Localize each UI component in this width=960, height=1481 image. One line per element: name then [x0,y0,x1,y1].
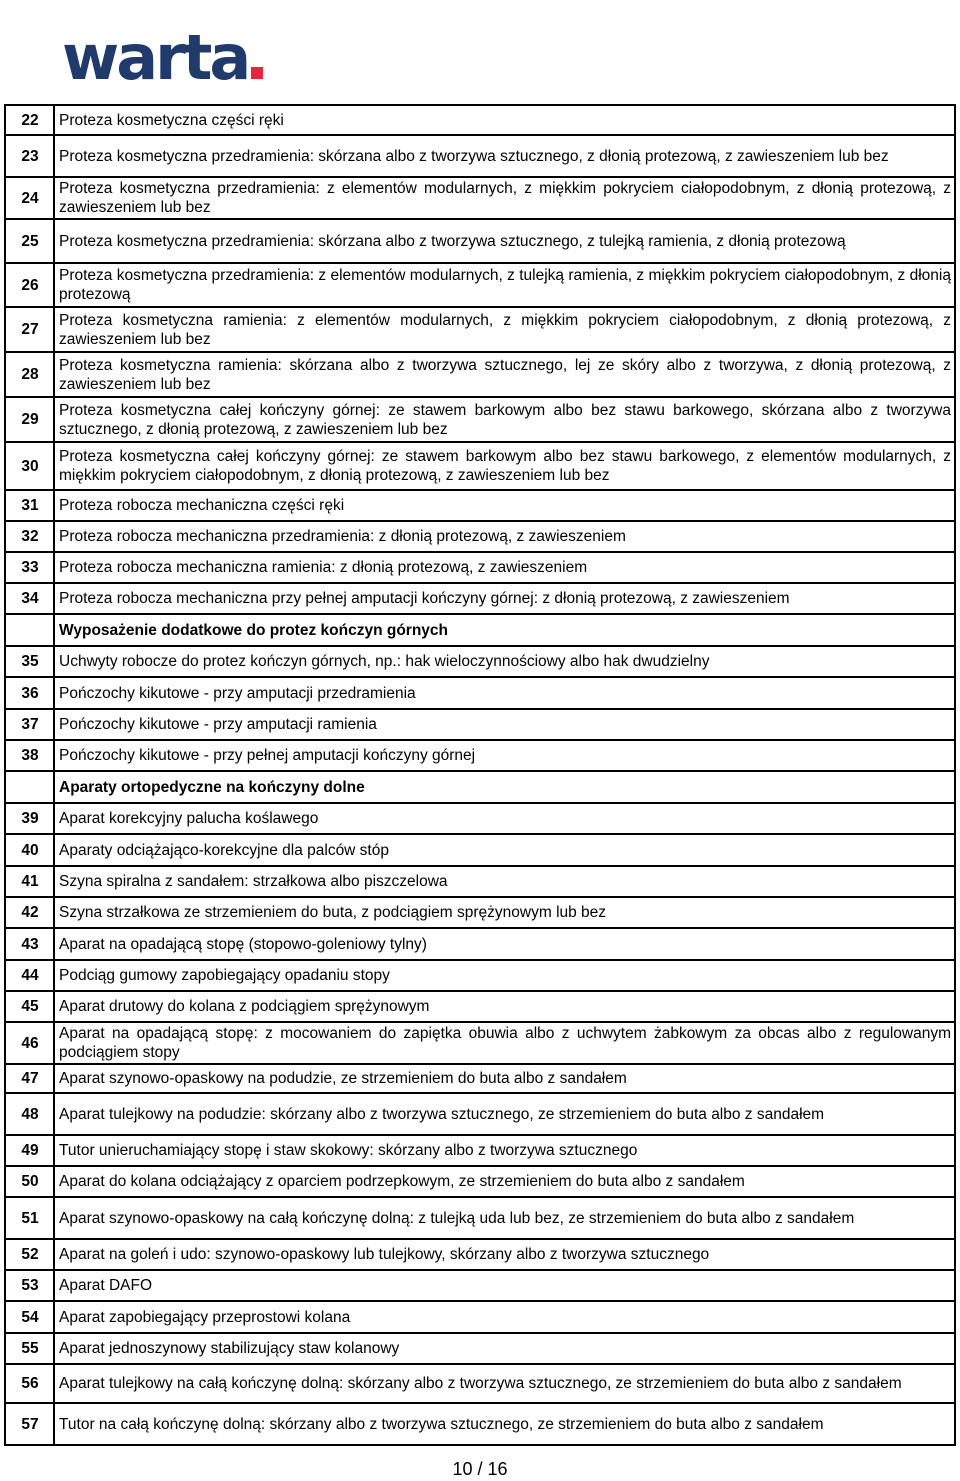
table-row [5,803,955,834]
table-row [5,135,955,177]
item-description: Pończochy kikutowe - przy amputacji przedramienia [54,677,955,709]
table-row [5,834,955,866]
table-row [5,442,955,490]
item-description: Proteza robocza mechaniczna przedramienia: z dłonią protezową, z zawieszeniem [54,521,955,552]
item-description: Szyna spiralna z sandałem: strzałkowa albo piszczelowa [54,866,955,897]
item-number: 39 [5,803,54,834]
item-description: Proteza kosmetyczna przedramienia: skórzana albo z tworzywa sztucznego, z dłonią protezową, z zawieszeniem lub bez [54,135,955,177]
item-number: 44 [5,960,54,991]
item-number: 40 [5,834,54,866]
orthopedic-items-table [4,104,956,1446]
item-description: Podciąg gumowy zapobiegający opadaniu stopy [54,960,955,991]
item-description: Proteza kosmetyczna ramienia: skórzana albo z tworzywa sztucznego, lej ze skóry albo z tworzywa, z dłonią protezową, z zawieszeniem lub bez [54,352,955,397]
table-row [5,263,955,307]
item-number [5,614,54,646]
table-row [5,307,955,352]
item-description: Proteza kosmetyczna całej kończyny górnej: ze stawem barkowym albo bez stawu barkowego, z elementów modularnych, z miękkim pokryciem ciałopodobnym, z dłonią protezową, z zawieszeniem lub bez [54,442,955,490]
item-description: Aparat DAFO [54,1270,955,1301]
item-description: Proteza kosmetyczna przedramienia: z elementów modularnych, z tulejką ramienia, z miękkim pokryciem ciałopodobnym, z dłonią protezową [54,263,955,307]
item-description: Proteza kosmetyczna części ręki [54,105,955,135]
item-number: 42 [5,897,54,928]
item-description: Aparat szynowo-opaskowy na całą kończynę dolną: z tulejką uda lub bez, ze strzemieniem do buta albo z sandałem [54,1197,955,1239]
item-number: 30 [5,442,54,490]
item-description: Proteza kosmetyczna ramienia: z elementów modularnych, z miękkim pokryciem ciałopodobnym, z dłonią protezową, z zawieszeniem lub bez [54,307,955,352]
item-number: 53 [5,1270,54,1301]
logo-wordmark: warta [62,21,249,94]
item-description: Proteza kosmetyczna przedramienia: z elementów modularnych, z miękkim pokryciem ciałopodobnym, z dłonią protezową, z zawieszeniem lub bez [54,177,955,219]
item-description: Aparat tulejkowy na całą kończynę dolną: skórzany albo z tworzywa sztucznego, ze strzemieniem do buta albo z sandałem [54,1364,955,1403]
table-body [5,105,955,1445]
item-number: 27 [5,307,54,352]
item-number: 34 [5,583,54,614]
table-row [5,1403,955,1445]
item-description: Aparat na opadającą stopę: z mocowaniem do zapiętka obuwia albo z uchwytem żabkowym za obcas albo z regulowanym podciągiem stopy [54,1022,955,1064]
item-description: Proteza robocza mechaniczna przy pełnej amputacji kończyny górnej: z dłonią protezową, z zawieszeniem [54,583,955,614]
item-number: 24 [5,177,54,219]
section-heading: Aparaty ortopedyczne na kończyny dolne [54,771,955,803]
item-description: Tutor unieruchamiający stopę i staw skokowy: skórzany albo z tworzywa sztucznego [54,1135,955,1166]
item-description: Proteza robocza mechaniczna ramienia: z dłonią protezową, z zawieszeniem [54,552,955,583]
item-description: Pończochy kikutowe - przy pełnej amputacji kończyny górnej [54,740,955,771]
table-row [5,397,955,442]
item-number: 54 [5,1301,54,1333]
item-number: 47 [5,1064,54,1093]
item-number: 35 [5,646,54,677]
item-description: Aparat do kolana odciążający z oparciem podrzepkowym, ze strzemieniem do buta albo z sandałem [54,1166,955,1197]
table-row [5,521,955,552]
table-row [5,709,955,740]
item-number: 45 [5,991,54,1022]
item-number: 26 [5,263,54,307]
item-number [5,771,54,803]
item-number: 46 [5,1022,54,1064]
table-row [5,1093,955,1135]
item-description: Aparat na opadającą stopę (stopowo-goleniowy tylny) [54,928,955,960]
item-description: Aparat zapobiegający przeprostowi kolana [54,1301,955,1333]
table-row [5,1270,955,1301]
item-description: Aparat jednoszynowy stabilizujący staw kolanowy [54,1333,955,1364]
item-description: Proteza kosmetyczna całej kończyny górnej: ze stawem barkowym albo bez stawu barkowego, skórzana albo z tworzywa sztucznego, z dłonią protezową, z zawieszeniem lub bez [54,397,955,442]
table-row [5,1301,955,1333]
item-number: 51 [5,1197,54,1239]
item-description: Aparat szynowo-opaskowy na podudzie, ze strzemieniem do buta albo z sandałem [54,1064,955,1093]
table-row [5,740,955,771]
table-section-header-row [5,771,955,803]
item-number: 36 [5,677,54,709]
item-description: Pończochy kikutowe - przy amputacji ramienia [54,709,955,740]
item-description: Proteza kosmetyczna przedramienia: skórzana albo z tworzywa sztucznego, z tulejką ramienia, z dłonią protezową [54,219,955,263]
item-number: 48 [5,1093,54,1135]
item-description: Proteza robocza mechaniczna części ręki [54,490,955,521]
table-row [5,866,955,897]
item-number: 33 [5,552,54,583]
table-row [5,1197,955,1239]
item-number: 57 [5,1403,54,1445]
item-number: 29 [5,397,54,442]
item-number: 38 [5,740,54,771]
warta-logo [62,21,263,94]
item-number: 28 [5,352,54,397]
item-number: 50 [5,1166,54,1197]
item-description: Aparat korekcyjny palucha koślawego [54,803,955,834]
item-number: 49 [5,1135,54,1166]
table-row [5,219,955,263]
item-number: 41 [5,866,54,897]
item-number: 43 [5,928,54,960]
item-number: 25 [5,219,54,263]
item-description: Tutor na całą kończynę dolną: skórzany albo z tworzywa sztucznego, ze strzemieniem do buta albo z sandałem [54,1403,955,1445]
item-description: Aparat tulejkowy na podudzie: skórzany albo z tworzywa sztucznego, ze strzemieniem do buta albo z sandałem [54,1093,955,1135]
table-row [5,960,955,991]
table-row [5,1135,955,1166]
table-row [5,177,955,219]
item-description: Aparaty odciążająco-korekcyjne dla palców stóp [54,834,955,866]
item-description: Szyna strzałkowa ze strzemieniem do buta, z podciągiem sprężynowym lub bez [54,897,955,928]
table-row [5,552,955,583]
page-number: 10 / 16 [452,1459,508,1479]
table-row [5,991,955,1022]
table-row [5,352,955,397]
table-row [5,646,955,677]
table-row [5,1022,955,1064]
table-row [5,1333,955,1364]
item-number: 23 [5,135,54,177]
table-row [5,105,955,135]
item-description: Uchwyty robocze do protez kończyn górnych, np.: hak wieloczynnościowy albo hak dwudzielny [54,646,955,677]
table-row [5,1364,955,1403]
table-row [5,928,955,960]
table-row [5,677,955,709]
item-description: Aparat drutowy do kolana z podciągiem sprężynowym [54,991,955,1022]
item-number: 31 [5,490,54,521]
logo-accent-square [251,67,263,79]
item-number: 32 [5,521,54,552]
item-number: 56 [5,1364,54,1403]
item-description: Aparat na goleń i udo: szynowo-opaskowy lub tulejkowy, skórzany albo z tworzywa sztucznego [54,1239,955,1270]
table-row [5,1064,955,1093]
table-row [5,1239,955,1270]
item-number: 22 [5,105,54,135]
item-number: 52 [5,1239,54,1270]
table-row [5,1166,955,1197]
table-row [5,583,955,614]
item-number: 37 [5,709,54,740]
table-row [5,490,955,521]
section-heading: Wyposażenie dodatkowe do protez kończyn górnych [54,614,955,646]
table-section-header-row [5,614,955,646]
item-number: 55 [5,1333,54,1364]
table-row [5,897,955,928]
